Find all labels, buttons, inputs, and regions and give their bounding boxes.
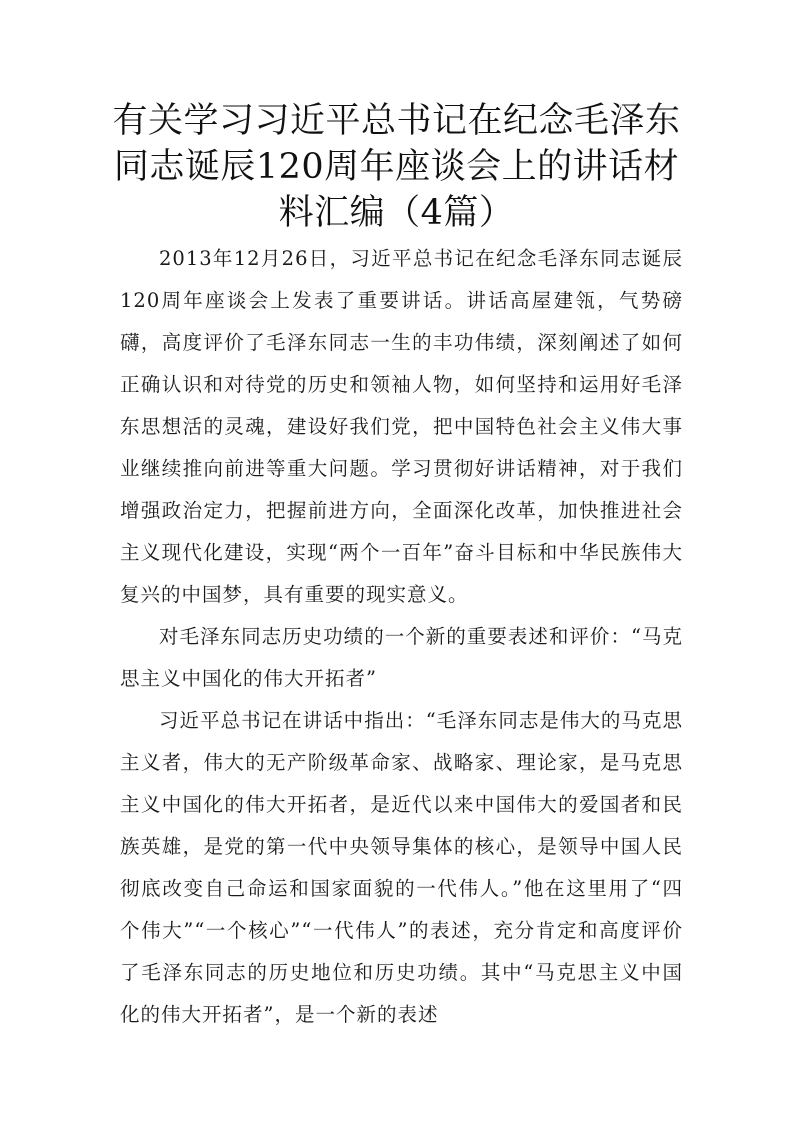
paragraph-section-heading: 对毛泽东同志历史功绩的一个新的重要表述和评价：“马克思主义中国化的伟大开拓者”: [120, 625, 683, 690]
document-title: 有关学习习近平总书记在纪念毛泽东同志诞辰120周年座谈会上的讲话材料汇编（4篇）: [112, 101, 681, 233]
paragraph-intro: 2013年12月26日，习近平总书记在纪念毛泽东同志诞辰120周年座谈会上发表了重要讲话。讲话高屋建瓴，气势磅礴，高度评价了毛泽东同志一生的丰功伟绩，深刻阐述了如何正确认识和对待党的历史和领袖人物，如何坚持和运用好毛泽东思想活的灵魂，建设好我们党，把中国特色社会主义伟大事业继续推向前进等重大问题。学习贯彻好讲话精神，对于我们增强政治定力，把握前进方向，全面深化改革，加快推进社会主义现代化建设，实现“两个一百年”奋斗目标和中华民族伟大复兴的中国梦，具有重要的现实意义。: [120, 247, 683, 606]
document-body: [120, 238, 683, 1036]
paragraph-quote: 习近平总书记在讲话中指出：“毛泽东同志是伟大的马克思主义者，伟大的无产阶级革命家、战略家、理论家，是马克思主义中国化的伟大开拓者，是近代以来中国伟大的爱国者和民族英雄，是党的第一代中央领导集体的核心，是领导中国人民彻底改变自己命运和国家面貌的一代伟人。”他在这里用了“四个伟大”“一个核心”“一代伟人”的表述，充分肯定和高度评价了毛泽东同志的历史地位和历史功绩。其中“马克思主义中国化的伟大开拓者”，是一个新的表述: [120, 709, 683, 1026]
